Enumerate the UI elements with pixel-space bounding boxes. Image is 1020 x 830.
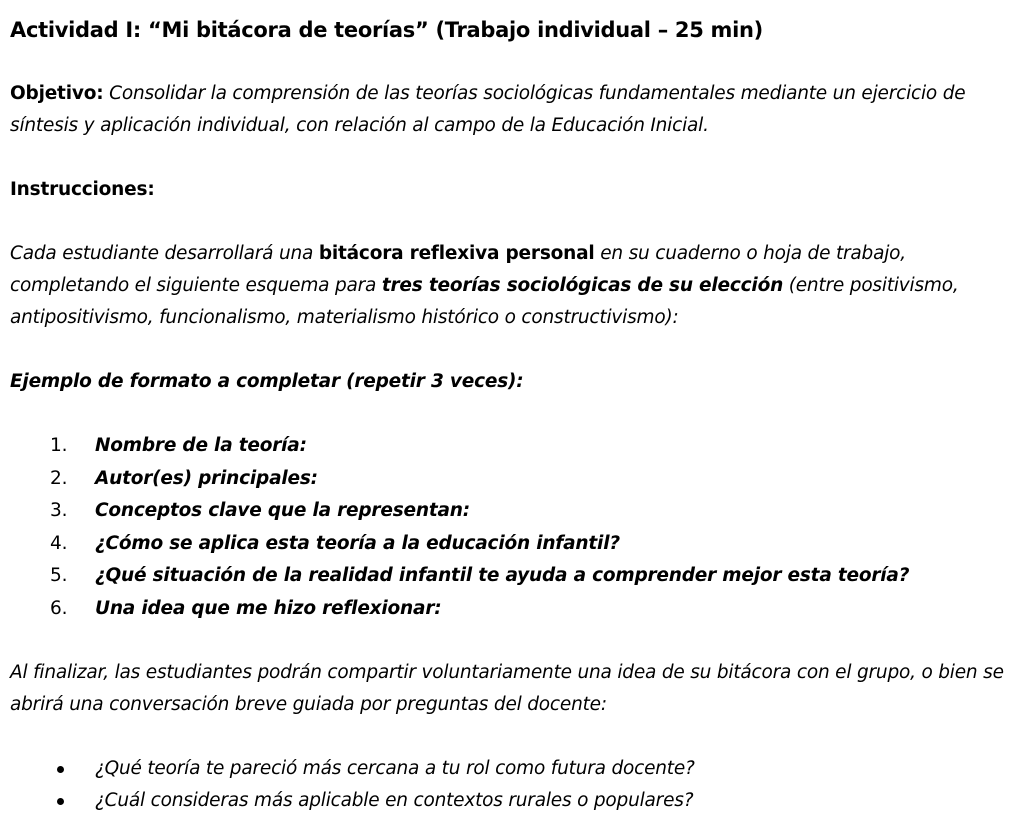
objective-text: Consolidar la comprensión de las teorías sociológicas fundamentales mediante un ejercicio de síntesis y aplicación individual, con relación al campo de la Educación Inicial. [10, 83, 966, 136]
format-item [10, 593, 1015, 626]
format-item-text: ¿Cómo se aplica esta teoría a la educación infantil? [95, 532, 620, 554]
document-page [10, 14, 1015, 817]
objective-paragraph [10, 78, 1015, 142]
format-item-number: 2. [50, 467, 68, 489]
format-item [10, 430, 1015, 463]
question-item [10, 785, 1015, 817]
spacer [10, 721, 1015, 753]
format-item-text: ¿Qué situación de la realidad infantil te ayuda a comprender mejor esta teoría? [95, 565, 910, 586]
questions-list [10, 753, 1015, 817]
format-item-number: 4. [50, 532, 68, 554]
format-item [10, 463, 1015, 496]
objective-label: Objetivo: [10, 83, 104, 104]
format-list [10, 430, 1015, 625]
activity-title: Actividad I: “Mi bitácora de teorías” (Trabajo individual – 25 min) [10, 18, 763, 42]
format-item-number: 6. [50, 597, 68, 619]
instructions-bold-2: tres teorías sociológicas de su elección [381, 275, 784, 296]
spacer [10, 625, 1015, 657]
format-item-text: Conceptos clave que la representan: [95, 500, 470, 521]
instructions-bold-1: bitácora reflexiva personal [318, 243, 595, 264]
format-item-text: Una idea que me hizo reflexionar: [95, 597, 442, 619]
spacer [10, 398, 1015, 430]
format-item-number: 5. [50, 565, 68, 586]
format-item-text: Autor(es) principales: [95, 467, 318, 489]
format-item-text: Nombre de la teoría: [95, 435, 307, 456]
spacer [10, 46, 1015, 78]
spacer [10, 206, 1015, 238]
question-text: ¿Qué teoría te pareció más cercana a tu rol como futura docente? [95, 758, 695, 779]
bullet-icon [57, 798, 64, 805]
instructions-text-1: Cada estudiante desarrollará una [10, 243, 319, 264]
spacer [10, 334, 1015, 366]
bullet-icon [57, 766, 64, 773]
instructions-text-3: (entre positivismo, antipositivismo, funcionalismo, materialismo histórico o constructivismo): [10, 275, 959, 328]
format-heading: Ejemplo de formato a completar (repetir 3 veces): [10, 371, 524, 392]
instructions-heading: Instrucciones: [10, 179, 155, 200]
instructions-text-2: en su cuaderno o hoja de trabajo, completando el siguiente esquema para [10, 243, 906, 296]
format-item-number: 1. [50, 435, 68, 456]
instructions-paragraph [10, 238, 1015, 334]
format-item [10, 528, 1015, 561]
question-text: ¿Cuál consideras más aplicable en contextos rurales o populares? [95, 790, 694, 811]
format-item [10, 560, 1015, 593]
question-item [10, 753, 1015, 785]
closing-paragraph: Al finalizar, las estudiantes podrán compartir voluntariamente una idea de su bitácora con el grupo, o bien se abrirá una conversación breve guiada por preguntas del docente: [10, 662, 1004, 715]
format-item [10, 495, 1015, 528]
format-item-number: 3. [50, 500, 68, 521]
spacer [10, 142, 1015, 174]
